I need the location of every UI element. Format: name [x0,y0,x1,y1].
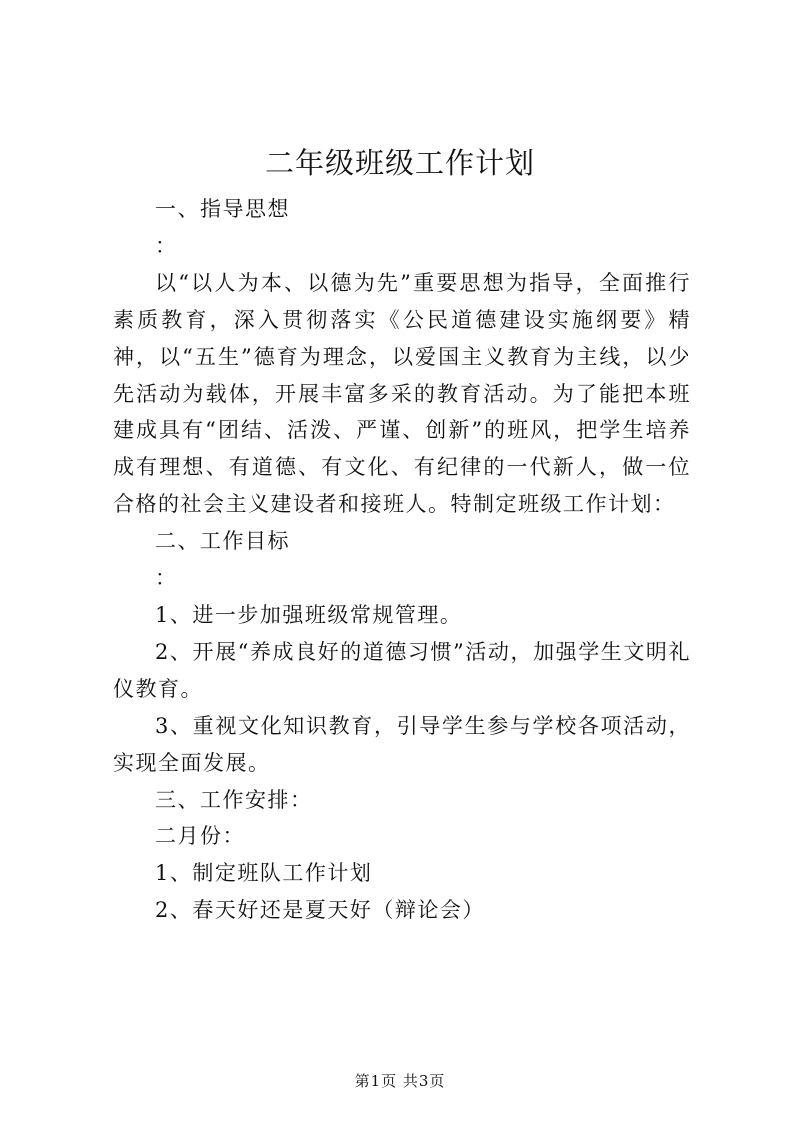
goal-item-3: 3、重视文化知识教育，引导学生参与学校各项活动，实现全面发展。 [113,713,691,775]
month-heading-february: 二月份： [155,824,245,849]
section-heading-guiding-thought: 一、指导思想 [155,197,290,221]
document-title: 二年级班级工作计划 [264,146,535,180]
arrangement-item-2: 2、春天好还是夏天好（辩论会） [155,898,485,923]
goal-item-1: 1、进一步加强班级常规管理。 [155,602,463,627]
section-heading-work-arrangement: 三、工作安排： [155,787,313,812]
paragraph-guiding-thought: 以“以人为本、以德为先”重要思想为指导，全面推行素质教育，深入贯彻落实《公民道德建设实施纲要》精神，以“五生”德育为理念，以爱国主义教育为主线，以少先活动为载体，开展丰富多采的教育活动。为了能把本班建成具有“团结、活泼、严谨、创新”的班风，把学生培养成有理想、有道德、有文化、有纪律的一代新人，做一位合格的社会主义建设者和接班人。特制定班级工作计划： [113,270,691,517]
arrangement-item-1: 1、制定班队工作计划 [155,861,373,886]
document-body [113,191,691,929]
page-indicator: 第1页 共3页 [354,1072,446,1090]
colon-line: ： [155,233,178,258]
section-heading-work-goals: 二、工作目标 [155,529,290,554]
colon-line: ： [155,566,178,591]
goal-item-2: 2、开展“养成良好的道德习惯”活动，加强学生文明礼仪教育。 [113,639,691,701]
